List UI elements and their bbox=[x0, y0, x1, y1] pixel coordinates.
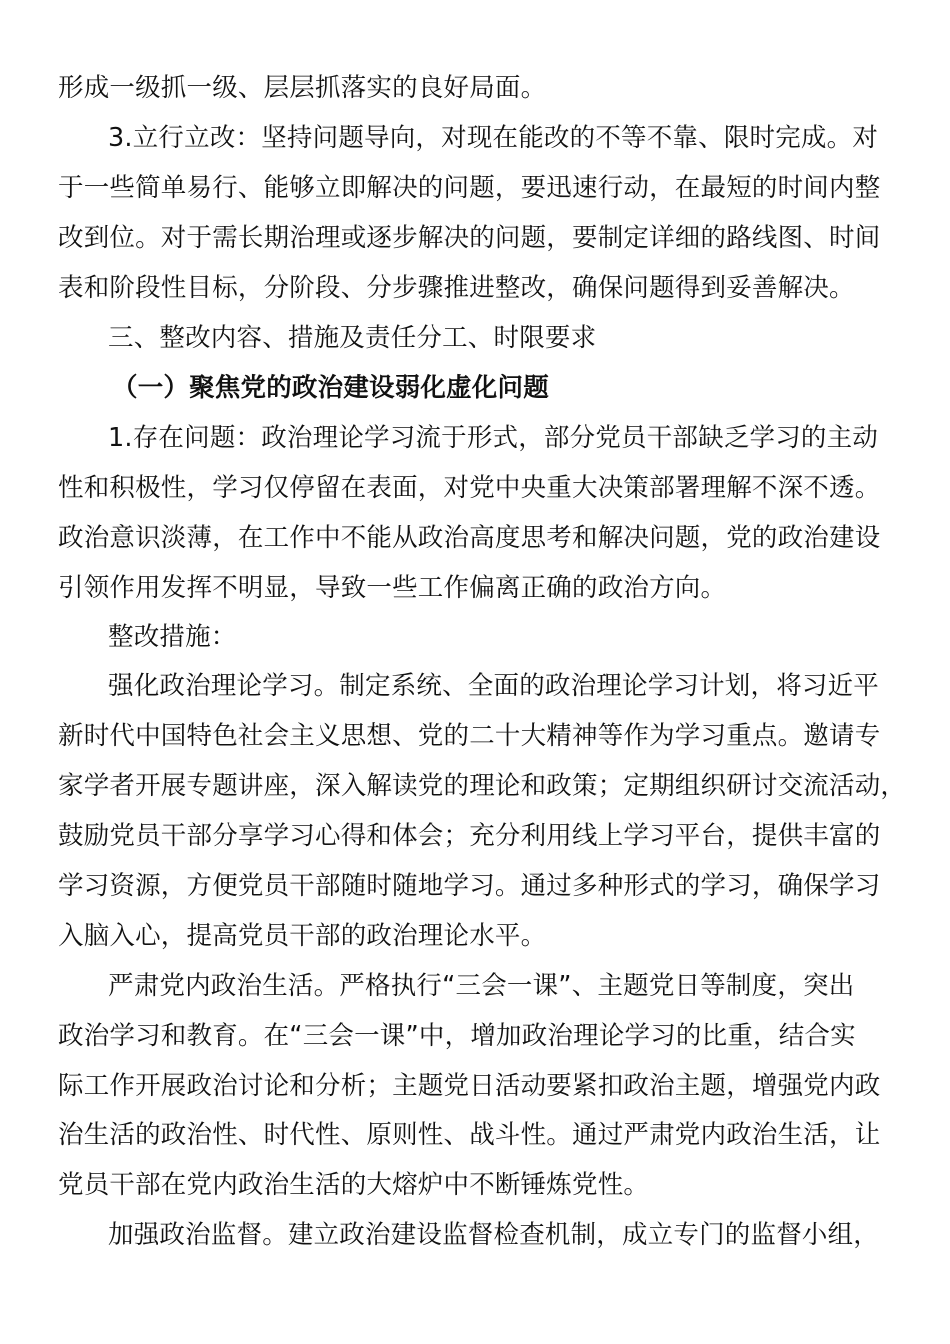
text-line: 政治学习和教育。在“三会一课”中，增加政治理论学习的比重，结合实 bbox=[58, 1021, 856, 1051]
subsection-heading: （一）聚焦党的政治建设弱化虚化问题 bbox=[112, 373, 549, 403]
text-line: 3.立行立改：坚持问题导向，对现在能改的不等不靠、限时完成。对 bbox=[108, 123, 879, 153]
text-line: 党员干部在党内政治生活的大熔炉中不断锤炼党性。 bbox=[58, 1170, 650, 1200]
text-line: 鼓励党员干部分享学习心得和体会；充分利用线上学习平台，提供丰富的 bbox=[58, 821, 881, 851]
text-line: 表和阶段性目标，分阶段、分步骤推进整改，确保问题得到妥善解决。 bbox=[58, 273, 855, 303]
text-line: 际工作开展政治讨论和分析；主题党日活动要紧扣政治主题，增强党内政 bbox=[58, 1071, 881, 1101]
text-line: 加强政治监督。建立政治建设监督检查机制，成立专门的监督小组， bbox=[108, 1220, 880, 1250]
text-line: 严肃党内政治生活。严格执行“三会一课”、主题党日等制度，突出 bbox=[108, 971, 855, 1001]
text-line: 引领作用发挥不明显，导致一些工作偏离正确的政治方向。 bbox=[58, 573, 727, 603]
text-line: 治生活的政治性、时代性、原则性、战斗性。通过严肃党内政治生活，让 bbox=[58, 1120, 881, 1150]
text-line: 整改措施： bbox=[108, 622, 237, 652]
text-line: 强化政治理论学习。制定系统、全面的政治理论学习计划，将习近平 bbox=[108, 671, 880, 701]
text-line: 1.存在问题：政治理论学习流于形式，部分党员干部缺乏学习的主动 bbox=[108, 423, 879, 453]
text-line: 政治意识淡薄，在工作中不能从政治高度思考和解决问题，党的政治建设 bbox=[58, 523, 881, 553]
text-line: 形成一级抓一级、层层抓落实的良好局面。 bbox=[58, 73, 547, 103]
text-line: 学习资源，方便党员干部随时随地学习。通过多种形式的学习，确保学习 bbox=[58, 871, 881, 901]
text-line: 性和积极性，学习仅停留在表面，对党中央重大决策部署理解不深不透。 bbox=[58, 473, 881, 503]
text-line: 入脑入心，提高党员干部的政治理论水平。 bbox=[58, 921, 547, 951]
text-line: 家学者开展专题讲座，深入解读党的理论和政策；定期组织研讨交流活动， bbox=[58, 771, 907, 801]
text-line: 改到位。对于需长期治理或逐步解决的问题，要制定详细的路线图、时间 bbox=[58, 223, 881, 253]
text-line: 于一些简单易行、能够立即解决的问题，要迅速行动，在最短的时间内整 bbox=[58, 173, 881, 203]
text-line: 新时代中国特色社会主义思想、党的二十大精神等作为学习重点。邀请专 bbox=[58, 721, 881, 751]
section-heading: 三、整改内容、措施及责任分工、时限要求 bbox=[108, 323, 597, 353]
